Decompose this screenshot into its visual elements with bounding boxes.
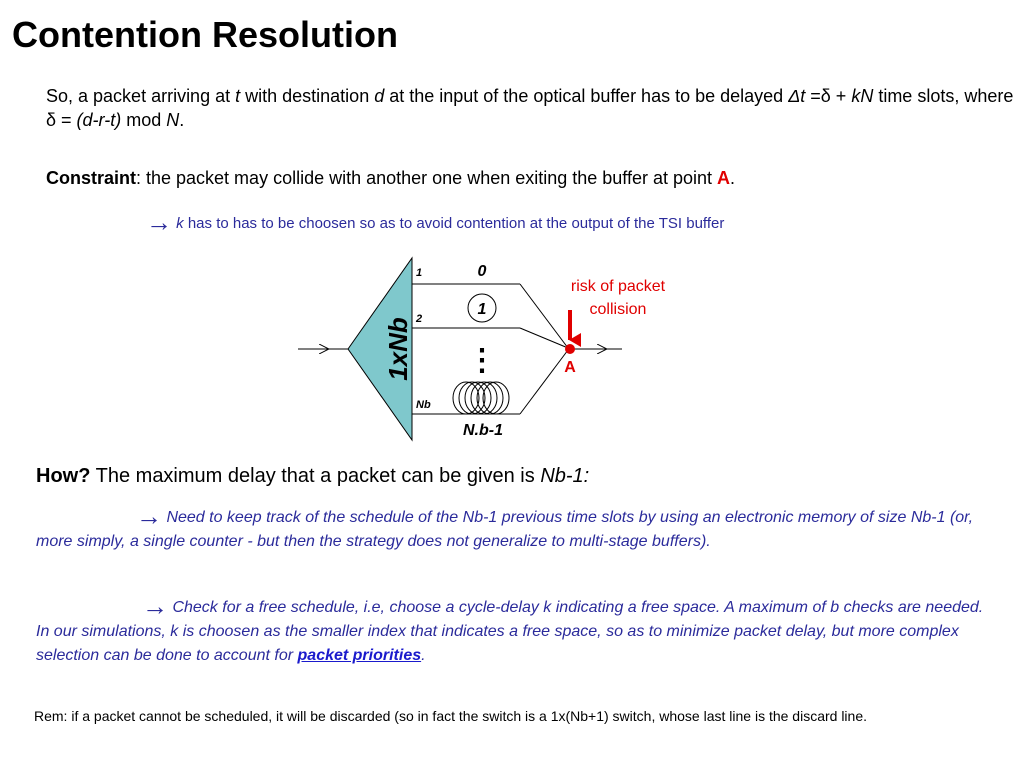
- delay-coil-icon: [453, 382, 509, 414]
- var-k: k: [176, 215, 184, 232]
- point-a-diagram-label: A: [564, 359, 576, 376]
- remark: Rem: if a packet cannot be scheduled, it will be discarded (so in fact the switch is a 1x(Nb+1) switch, whose last line is the discard line.: [34, 708, 868, 724]
- delay-label-1: 1: [477, 301, 487, 318]
- text: has to has to be choosen so as to avoid contention at the output of the TSI buffer: [183, 215, 725, 232]
- var-nb-1: Nb-1:: [540, 465, 590, 487]
- var-n: N: [166, 110, 180, 130]
- switch-label: 1xNb: [382, 317, 413, 381]
- point-a-label: A: [717, 168, 731, 188]
- text: .: [421, 647, 426, 664]
- ellipsis-dots: ⋮: [467, 344, 497, 377]
- right-arrow-icon: →: [142, 591, 168, 621]
- how-label: How?: [36, 465, 91, 487]
- var-d: d: [374, 86, 385, 106]
- page-title: Contention Resolution: [12, 14, 398, 55]
- line-label-nb: Nb: [416, 399, 431, 411]
- text: .: [730, 168, 736, 188]
- var-drt: (d-r-t): [76, 110, 122, 130]
- delay-label-nb: N.b-1: [463, 422, 503, 439]
- text: time slots, where δ =: [46, 86, 1014, 130]
- text: .: [179, 110, 185, 130]
- text: mod: [121, 110, 167, 130]
- right-arrow-icon: →: [146, 207, 172, 237]
- var-delta-t: Δt: [788, 86, 806, 106]
- var-t: t: [235, 86, 241, 106]
- risk-label-2: collision: [589, 301, 647, 318]
- risk-label: risk of packet: [570, 278, 666, 295]
- bullet-1: [36, 501, 986, 554]
- constraint-label: Constraint: [46, 168, 136, 188]
- bullet-text: Check for a free schedule, i.e, choose a cycle-delay k indicating a free space. A maximum of b checks are needed. In our simulations, k is choosen as the smaller index that indicates a free space, so as to minimize packet delay, but more complex selection can be done to account for: [36, 599, 984, 664]
- point-a-dot: [565, 344, 575, 354]
- bullet-text: Need to keep track of the schedule of the Nb-1 previous time slots by using an electronic memory of size Nb-1 (or, more simply, a single counter - but then the strategy does not generalize to multi-stage buffers).: [36, 509, 974, 550]
- how-heading: [36, 465, 589, 488]
- bullet-2: [36, 591, 996, 668]
- line-label-1: 1: [416, 267, 423, 279]
- text: with destination: [240, 86, 375, 106]
- text: =δ +: [805, 86, 852, 106]
- var-kn: kN: [851, 86, 874, 106]
- line-label-2: 2: [416, 313, 423, 325]
- text: : the packet may collide with another one when exiting the buffer at point: [136, 168, 718, 188]
- merge-line-nb: [520, 350, 568, 414]
- text: at the input of the optical buffer has to be delayed: [384, 86, 789, 106]
- delay-label-0: 0: [477, 263, 487, 280]
- text: The maximum delay that a packet can be given is: [90, 465, 541, 487]
- text: So, a packet arriving at: [46, 86, 236, 106]
- right-arrow-icon: →: [136, 501, 162, 531]
- packet-priorities-link[interactable]: packet priorities: [297, 647, 422, 664]
